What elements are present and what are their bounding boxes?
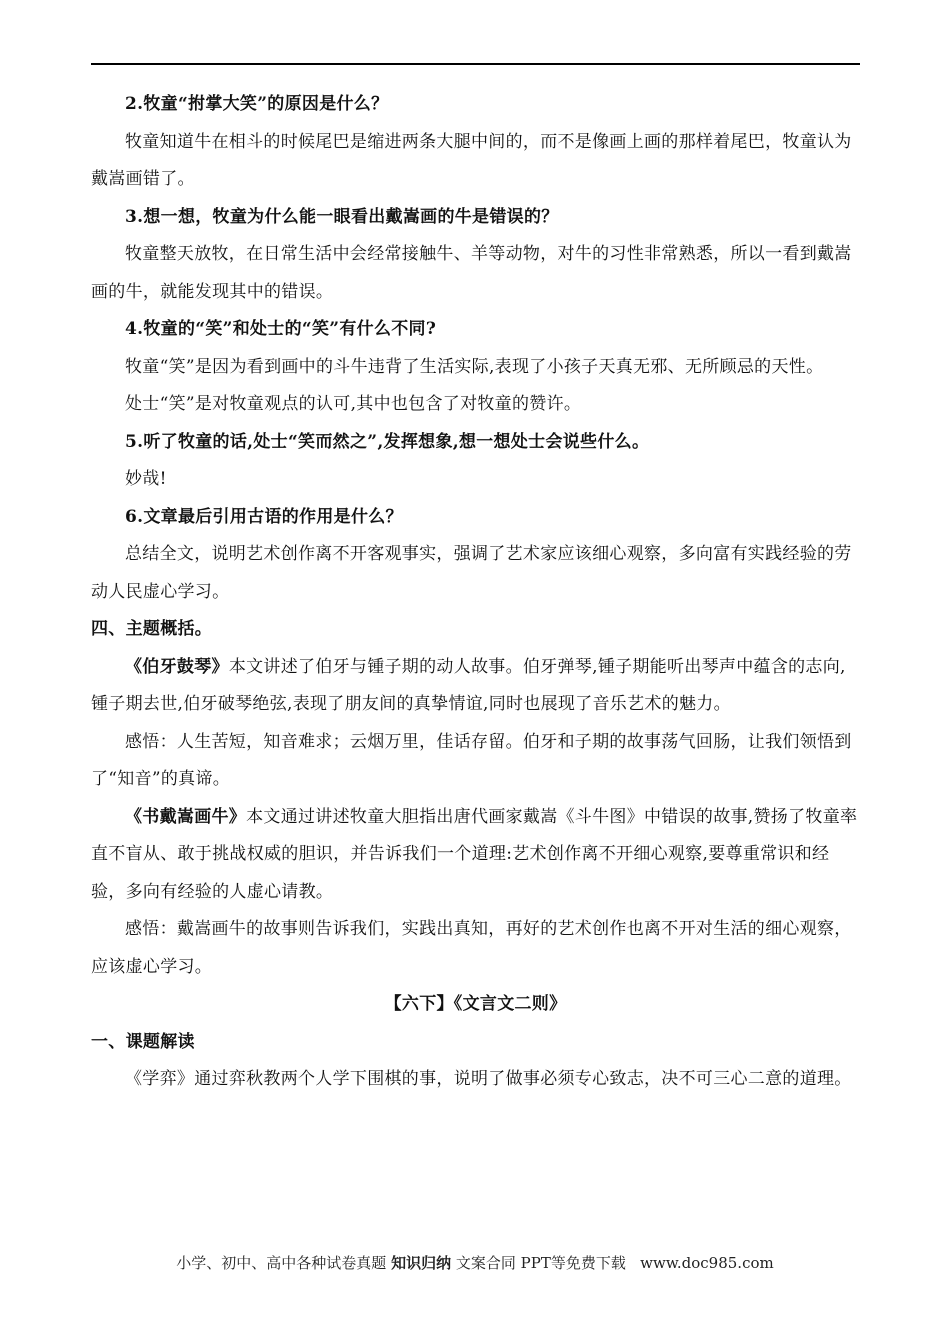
section-1-text: 《学弈》通过弈秋教两个人学下围棋的事，说明了做事必须专心致志，决不可三心二意的道理。 [125, 1069, 852, 1089]
question-6-heading: 6.文章最后引用古语的作用是什么？ [125, 506, 403, 527]
header-rule [91, 63, 860, 65]
question-2-heading: 2.牧童“拊掌大笑”的原因是什么？ [125, 94, 389, 114]
question-4-heading: 4.牧童的“笑”和处士的“笑”有什么不同? [125, 319, 437, 339]
question-4-answer-1: 牧童“笑”是因为看到画中的斗牛违背了生活实际,表现了小孩子天真无邪、无所顾忌的天性。 [125, 356, 824, 377]
section-1-heading: 一、课题解读 [91, 1031, 195, 1052]
question-4-answer-2: 处士“笑”是对牧童观点的认可,其中也包含了对牧童的赞许。 [125, 394, 582, 414]
boya-text: 本文讲述了伯牙与锺子期的动人故事。伯牙弹琴,锺子期能听出琴声中蕴含的志向,锺子期去世,伯牙破琴绝弦,表现了朋友间的真挚情谊,同时也展现了音乐艺术的魅力。 [91, 656, 846, 714]
footer-url[interactable]: www.doc985.com [640, 1254, 774, 1272]
boya-feeling: 感悟：人生苦短，知音难求；云烟万里，佳话存留。伯牙和子期的故事荡气回肠，让我们领悟到了“知音”的真谛。 [91, 731, 852, 789]
question-3-heading: 3.想一想，牧童为什么能一眼看出戴嵩画的牛是错误的？ [125, 206, 559, 227]
footer-part-1: 小学、初中、高中各种试卷真题 [176, 1254, 387, 1272]
theme-heading: 四、主题概括。 [91, 619, 213, 639]
question-5-heading: 5.听了牧童的话,处士“笑而然之”,发挥想象,想一想处士会说些什么。 [125, 431, 650, 452]
footer-part-2: 知识归纳 [391, 1254, 452, 1272]
footer-part-3: 文案合同 PPT等免费下载 [455, 1254, 626, 1272]
question-3-answer: 牧童整天放牧，在日常生活中会经常接触牛、羊等动物，对牛的习性非常熟悉，所以一看到戴嵩画的牛，就能发现其中的错误。 [91, 244, 852, 302]
daisong-title: 《书戴嵩画牛》 [125, 806, 247, 827]
question-5-answer: 妙哉! [125, 469, 167, 489]
boya-summary [91, 649, 860, 724]
question-2-answer: 牧童知道牛在相斗的时候尾巴是缩进两条大腿中间的，而不是像画上画的那样着尾巴，牧童认为戴嵩画错了。 [91, 131, 852, 189]
next-lesson-title: 【六下】《文言文二则》 [384, 994, 567, 1014]
document-body [91, 86, 860, 1099]
question-6-answer: 总结全文，说明艺术创作离不开客观事实，强调了艺术家应该细心观察，多向富有实践经验的劳动人民虚心学习。 [91, 544, 852, 602]
page-footer [0, 1252, 950, 1273]
daisong-summary [91, 799, 860, 912]
daisong-text: 本文通过讲述牧童大胆指出唐代画家戴嵩《斗牛图》中错误的故事,赞扬了牧童率直不盲从、敢于挑战权威的胆识，并告诉我们一个道理:艺术创作离不开细心观察,要尊重常识和经验，多向有经验的人虚心请教。 [91, 806, 858, 902]
daisong-feeling: 感悟：戴嵩画牛的故事则告诉我们，实践出真知，再好的艺术创作也离不开对生活的细心观察，应该虚心学习。 [91, 919, 852, 977]
boya-title: 《伯牙鼓琴》 [125, 656, 229, 677]
